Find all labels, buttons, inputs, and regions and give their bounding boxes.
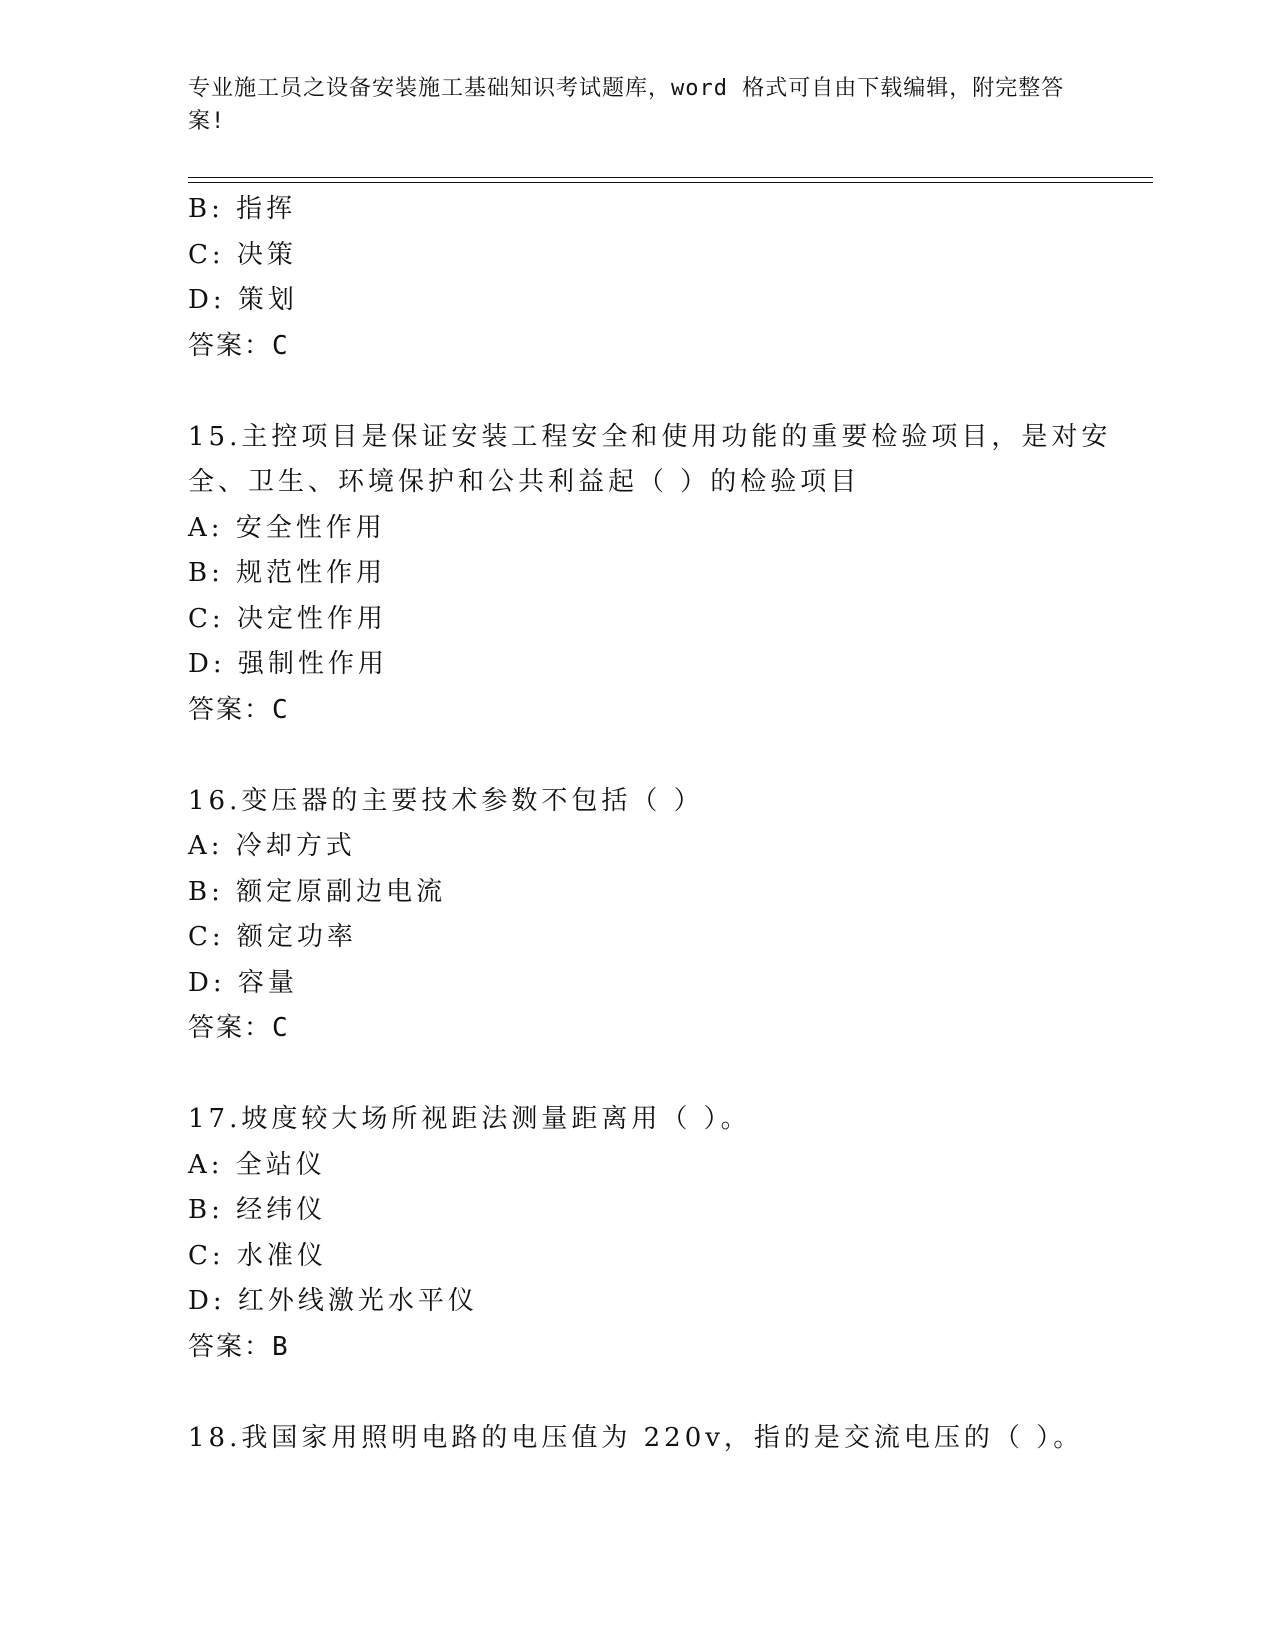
option-b: B: 规范性作用: [188, 558, 387, 588]
spacer: [188, 1052, 1088, 1098]
option-a: A: 全站仪: [188, 1149, 326, 1180]
question-16: [188, 779, 1088, 1052]
option-b: B: 经纬仪: [188, 1195, 327, 1225]
question-stem-line: 16.变压器的主要技术参数不包括（ ）: [188, 785, 704, 816]
spacer: [188, 1370, 1088, 1416]
option-a: A: 冷却方式: [188, 831, 356, 861]
option-d: D: 策划: [188, 285, 298, 315]
question-18: [188, 1416, 1088, 1462]
document-header: [188, 72, 1068, 138]
question-stem-line: 全、卫生、环境保护和公共利益起（ ）的检验项目: [188, 467, 861, 497]
question-stem-line: 17.坡度较大场所视距法测量距离用（ ）。: [188, 1104, 751, 1134]
option-d: D: 红外线激光水平仪: [188, 1286, 478, 1316]
header-divider-bottom: [188, 182, 1153, 183]
answer-line: 答案：C: [188, 694, 290, 725]
header-divider-top: [188, 177, 1153, 178]
option-a: A: 安全性作用: [188, 512, 386, 543]
option-d: D: 容量: [188, 967, 298, 998]
option-c: C: 决策: [188, 239, 297, 270]
option-c: C: 水准仪: [188, 1240, 327, 1271]
spacer: [188, 369, 1088, 415]
spacer: [188, 733, 1088, 779]
question-stem-line: 15.主控项目是保证安装工程安全和使用功能的重要检验项目，是对安: [188, 421, 1112, 452]
question-14-continuation: [188, 187, 1088, 369]
option-c: C: 决定性作用: [188, 603, 387, 634]
option-b: B: 额定原副边电流: [188, 876, 447, 907]
answer-line: 答案：C: [188, 330, 290, 361]
answer-line: 答案：C: [188, 1013, 290, 1043]
answer-line: 答案：B: [188, 1331, 290, 1362]
option-d: D: 强制性作用: [188, 649, 388, 679]
question-stem-line: 18.我国家用照明电路的电压值为 220v，指的是交流电压的（ ）。: [188, 1422, 1084, 1453]
option-c: C: 额定功率: [188, 922, 357, 952]
header-title: 专业施工员之设备安装施工基础知识考试题库，word 格式可自由下载编辑，附完整答案!: [188, 76, 1065, 134]
question-17: [188, 1097, 1088, 1370]
question-15: [188, 415, 1112, 734]
question-list: [188, 187, 1112, 1461]
option-b: B: 指挥: [188, 194, 297, 224]
